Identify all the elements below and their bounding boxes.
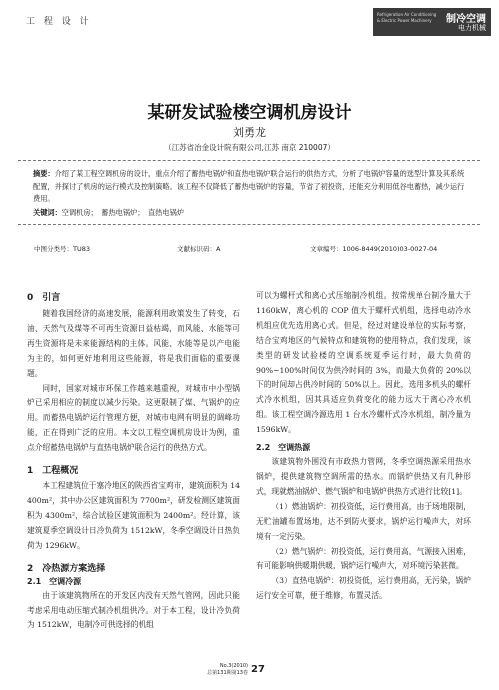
subsection-heading-heating: 2.2 空调热源 (256, 443, 311, 453)
section-tag: 工 程 设 计 (26, 17, 92, 27)
page-number: 27 (251, 664, 265, 675)
paragraph: 同时，国家对城市环保工作越来越重视，对城市中小型锅炉已采用相应的制度以减少污染。这更限制了煤、气锅炉的应用。而蓄热电锅炉运行管理方便，对城市电网有明显的调峰功能，正在得到广泛的应用。本文以工程空调机房设计为例，重点介绍蓄热电锅炉与直热电锅炉联合运行的供热方式。 (27, 383, 240, 453)
logo-subtitle: Refrigeration Air Conditioning & Electric Power Machinery (377, 12, 437, 23)
abstract-label: 摘要： (33, 169, 55, 178)
journal-volume: 总第131期第13卷 (207, 670, 248, 676)
list-item: （3）直热电锅炉：初投资低，运行费用高，无污染，锅炉运行安全可靠，便于维修，布置灵活。 (256, 576, 471, 601)
article-affiliation: （江苏省冶金设计院有限公司,江苏 南京 210007） (164, 143, 335, 152)
section-heading-overview: 1 工程概况 (27, 466, 79, 477)
logo-title: 制冷空调 (446, 14, 486, 25)
paragraph: 可以为螺杆式和离心式压缩制冷机组。按常规单台制冷量大于 1160kW，离心机的 COP 值大于螺杆式机组，选择电动冷水机组应优先选用离心式。但是，经过对建设单位的实际考察，结合宝鸡地区的气候特点和建筑物的使用特点，我们发现，该类型的研发试验楼的空调系统夏季运行时，最大负荷的 90%~100%时间仅为供冷时间的 3%，而最大负荷的 20%以下的时间却占供冷时间的 50%以上。因此，选用多机头的螺杆式冷水机组，因其具适应负荷变化的能力远大于离心冷水机组。该工程空调冷源选用 1 台水冷螺杆式冷水机组，制冷量为 1596kW。 (256, 291, 471, 435)
left-column (27, 290, 240, 633)
paragraph: 该建筑物外围没有市政热力管网，冬季空调热源采用热水锅炉，提供建筑物空调所需的热水。而锅炉供热又有几种形式，现就燃油锅炉、燃气锅炉和电锅炉供热方式进行比较[1]。 (256, 457, 471, 496)
subsection-heading-cooling: 2.1 空调冷源 (27, 576, 82, 586)
section-heading-source: 2 冷热源方案选择 (27, 563, 106, 574)
list-item: （2）燃气锅炉：初投资低，运行费用高，气源接入困难，有可能影响供暖期供暖，锅炉运行噪声大，对环境污染甚微。 (256, 546, 471, 571)
article-author: 刘勇龙 (233, 126, 266, 139)
footer-issue (204, 663, 248, 677)
journal-logo (373, 8, 491, 36)
issue-number: No.3(2010) (219, 663, 248, 669)
article-title: 某研发试验楼空调机房设计 (147, 103, 352, 123)
keywords-label: 关键词： (33, 207, 62, 217)
list-item: （1）燃油锅炉：初投资低，运行费用高，由于场地限制，无贮油罐布置场地，达不到防火要求，锅炉运行噪声大，对环境有一定污染。 (256, 501, 471, 541)
keywords-text: 空调机房； 蓄热电锅炉； 直热电锅炉 (61, 207, 184, 217)
abstract (33, 168, 465, 219)
clc-number: 中图分类号：TU83 (34, 245, 90, 253)
document-code: 文献标识码：A (177, 245, 221, 253)
paragraph: 由于该建筑物所在的开发区内没有天然气管网，因此只能考虑采用电动压缩式制冷机组供冷。对于本工程，设计冷负荷为 1512kW，电制冷可供选择的机组 (27, 590, 240, 630)
logo-subtitle-cn: 电力机械 (458, 24, 486, 32)
article-id: 文章编号：1006-8449(2010)03-0027-04 (310, 245, 438, 253)
right-column (256, 289, 471, 604)
section-heading-intro: 0 引言 (27, 293, 61, 303)
abstract-text: 介绍了某工程空调机房的设计，重点介绍了蓄热电锅炉和直热电锅炉联合运行的供热方式，分析了电锅炉容量的选型计算及其系统配置，并探讨了机房的运行模式及控制策略。该工程不仅降低了蓄热电锅炉的容量，节省了初投资，还能充分利用低谷电蓄热，减少运行费用。 (33, 169, 465, 203)
paragraph: 随着我国经济的高速发展，能源利用政策发生了转变，石油、天然气及煤等不可再生资源日益枯竭，而风能、水能等可再生资源将是未来能源结构的主体。风能、水能等是以产电能为主的，如何更好地利用这些能源，将是我们面临的重要课题。 (27, 309, 240, 378)
paragraph: 本工程建筑位于塞冷地区的陕西省宝鸡市，建筑面积为 14 400m²，其中办公区建筑面积为 7700m²，研发检测区建筑面积为 4300m²，综合试验区建筑面积为 2400m²。经计算，该建筑夏季空调设计日冷负荷为 1512kW，冬季空调设计日热负荷为 1296kW。 (27, 481, 240, 550)
